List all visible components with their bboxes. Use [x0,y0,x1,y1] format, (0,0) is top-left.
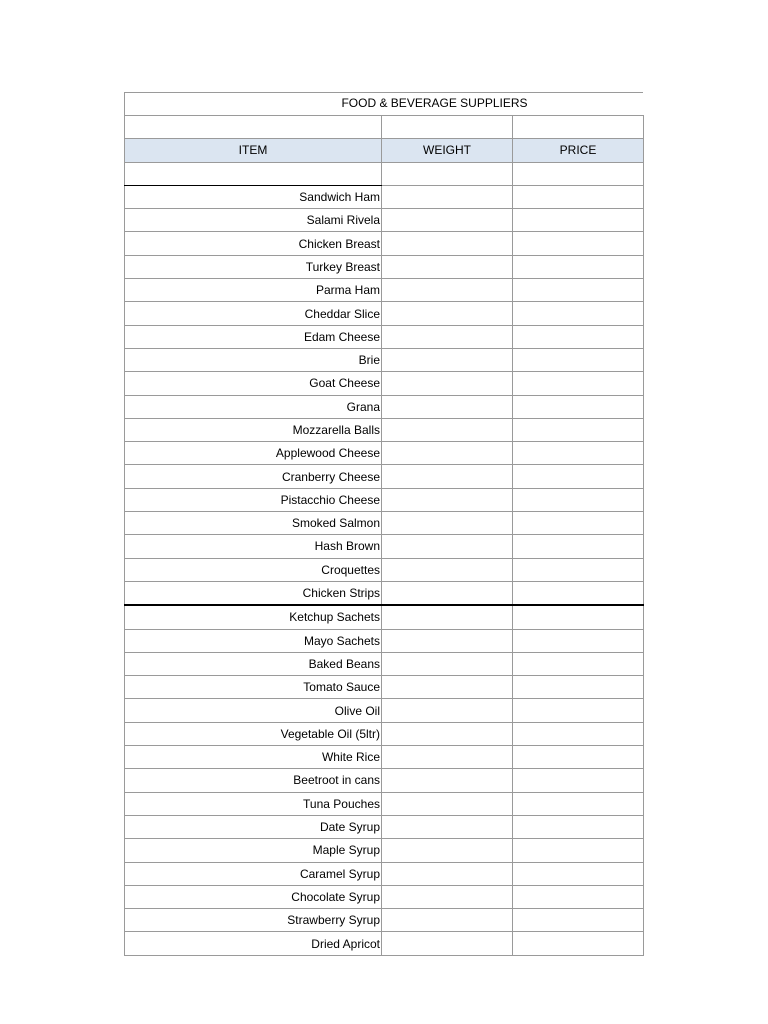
item-cell[interactable]: Dried Apricot [125,932,382,955]
item-cell[interactable]: White Rice [125,746,382,769]
weight-cell[interactable] [382,232,513,255]
price-cell[interactable] [513,746,644,769]
table-row [125,862,644,885]
price-cell[interactable] [513,885,644,908]
header-price[interactable]: PRICE [513,139,644,162]
table-row [125,722,644,745]
cell[interactable] [382,162,513,185]
table-row [125,418,644,441]
item-cell[interactable]: Smoked Salmon [125,512,382,535]
table-row [125,488,644,511]
table-row [125,209,644,232]
weight-cell[interactable] [382,815,513,838]
weight-cell[interactable] [382,465,513,488]
weight-cell[interactable] [382,862,513,885]
header-item[interactable]: ITEM [125,139,382,162]
price-cell[interactable] [513,676,644,699]
price-cell[interactable] [513,629,644,652]
table-row [125,255,644,278]
price-cell[interactable] [513,372,644,395]
sheet-title: FOOD & BEVERAGE SUPPLIERS [341,96,528,110]
table-row [125,302,644,325]
weight-cell[interactable] [382,581,513,605]
cell[interactable] [513,162,644,185]
item-cell[interactable]: Hash Brown [125,535,382,558]
price-cell[interactable] [513,722,644,745]
table-row [125,465,644,488]
table-row [125,605,644,629]
price-cell[interactable] [513,535,644,558]
weight-cell[interactable] [382,676,513,699]
price-cell[interactable] [513,862,644,885]
item-cell[interactable]: Turkey Breast [125,255,382,278]
table-row [125,885,644,908]
item-cell[interactable]: Chicken Breast [125,232,382,255]
weight-cell[interactable] [382,746,513,769]
table-row [125,185,644,208]
table-row [125,348,644,371]
supplier-table [124,115,644,956]
price-cell[interactable] [513,232,644,255]
header-row [125,139,644,162]
weight-cell[interactable] [382,325,513,348]
price-cell[interactable] [513,512,644,535]
table-row [125,815,644,838]
table-row [125,676,644,699]
price-cell[interactable] [513,652,644,675]
item-cell[interactable]: Salami Rivela [125,209,382,232]
price-cell[interactable] [513,932,644,955]
table-row [125,629,644,652]
price-cell[interactable] [513,348,644,371]
cell[interactable] [513,116,644,139]
table-row [125,325,644,348]
weight-cell[interactable] [382,885,513,908]
item-cell[interactable]: Tuna Pouches [125,792,382,815]
cell[interactable] [382,116,513,139]
cell[interactable] [125,116,382,139]
item-cell[interactable]: Edam Cheese [125,325,382,348]
item-cell[interactable]: Goat Cheese [125,372,382,395]
weight-cell[interactable] [382,839,513,862]
table-row [125,581,644,605]
item-cell[interactable]: Olive Oil [125,699,382,722]
price-cell[interactable] [513,465,644,488]
item-cell[interactable]: Cheddar Slice [125,302,382,325]
price-cell[interactable] [513,815,644,838]
item-cell[interactable]: Applewood Cheese [125,442,382,465]
price-cell[interactable] [513,792,644,815]
price-cell[interactable] [513,302,644,325]
price-cell[interactable] [513,769,644,792]
price-cell[interactable] [513,418,644,441]
item-cell[interactable]: Date Syrup [125,815,382,838]
item-cell[interactable]: Ketchup Sachets [125,605,382,629]
item-cell[interactable]: Caramel Syrup [125,862,382,885]
item-cell[interactable]: Mayo Sachets [125,629,382,652]
table-row [125,652,644,675]
weight-cell[interactable] [382,535,513,558]
table-row [125,932,644,955]
price-cell[interactable] [513,395,644,418]
item-cell[interactable]: Grana [125,395,382,418]
weight-cell[interactable] [382,302,513,325]
weight-cell[interactable] [382,442,513,465]
price-cell[interactable] [513,605,644,629]
weight-cell[interactable] [382,209,513,232]
table-row [125,442,644,465]
weight-cell[interactable] [382,255,513,278]
weight-cell[interactable] [382,512,513,535]
weight-cell[interactable] [382,605,513,629]
weight-cell[interactable] [382,932,513,955]
table-row [125,746,644,769]
header-weight[interactable]: WEIGHT [382,139,513,162]
weight-cell[interactable] [382,185,513,208]
table-row [125,535,644,558]
price-cell[interactable] [513,909,644,932]
item-cell[interactable]: Brie [125,348,382,371]
weight-cell[interactable] [382,652,513,675]
price-cell[interactable] [513,279,644,302]
item-cell[interactable]: Croquettes [125,558,382,581]
table-row [125,792,644,815]
title-row [124,92,643,115]
item-cell[interactable]: Baked Beans [125,652,382,675]
item-cell[interactable]: Parma Ham [125,279,382,302]
weight-cell[interactable] [382,488,513,511]
weight-cell[interactable] [382,722,513,745]
item-cell[interactable]: Sandwich Ham [125,185,382,208]
table-row [125,909,644,932]
price-cell[interactable] [513,699,644,722]
table-row [125,279,644,302]
blank-row [125,162,644,185]
item-cell[interactable]: Pistacchio Cheese [125,488,382,511]
item-cell[interactable]: Vegetable Oil (5ltr) [125,722,382,745]
item-cell[interactable]: Beetroot in cans [125,769,382,792]
price-cell[interactable] [513,255,644,278]
item-cell[interactable]: Mozzarella Balls [125,418,382,441]
table-row [125,558,644,581]
weight-cell[interactable] [382,372,513,395]
price-cell[interactable] [513,558,644,581]
item-cell[interactable]: Tomato Sauce [125,676,382,699]
table-row [125,699,644,722]
spreadsheet [124,92,643,956]
price-cell[interactable] [513,185,644,208]
weight-cell[interactable] [382,909,513,932]
item-cell[interactable]: Chicken Strips [125,581,382,605]
price-cell[interactable] [513,488,644,511]
weight-cell[interactable] [382,418,513,441]
weight-cell[interactable] [382,629,513,652]
cell[interactable] [125,162,382,185]
item-cell[interactable]: Cranberry Cheese [125,465,382,488]
weight-cell[interactable] [382,395,513,418]
weight-cell[interactable] [382,769,513,792]
weight-cell[interactable] [382,279,513,302]
table-row [125,372,644,395]
weight-cell[interactable] [382,699,513,722]
blank-row [125,116,644,139]
price-cell[interactable] [513,581,644,605]
item-cell[interactable]: Chocolate Syrup [125,885,382,908]
weight-cell[interactable] [382,558,513,581]
table-row [125,232,644,255]
table-row [125,395,644,418]
weight-cell[interactable] [382,792,513,815]
table-row [125,512,644,535]
item-cell[interactable]: Strawberry Syrup [125,909,382,932]
price-cell[interactable] [513,839,644,862]
price-cell[interactable] [513,209,644,232]
item-cell[interactable]: Maple Syrup [125,839,382,862]
price-cell[interactable] [513,325,644,348]
table-row [125,839,644,862]
table-row [125,769,644,792]
weight-cell[interactable] [382,348,513,371]
price-cell[interactable] [513,442,644,465]
